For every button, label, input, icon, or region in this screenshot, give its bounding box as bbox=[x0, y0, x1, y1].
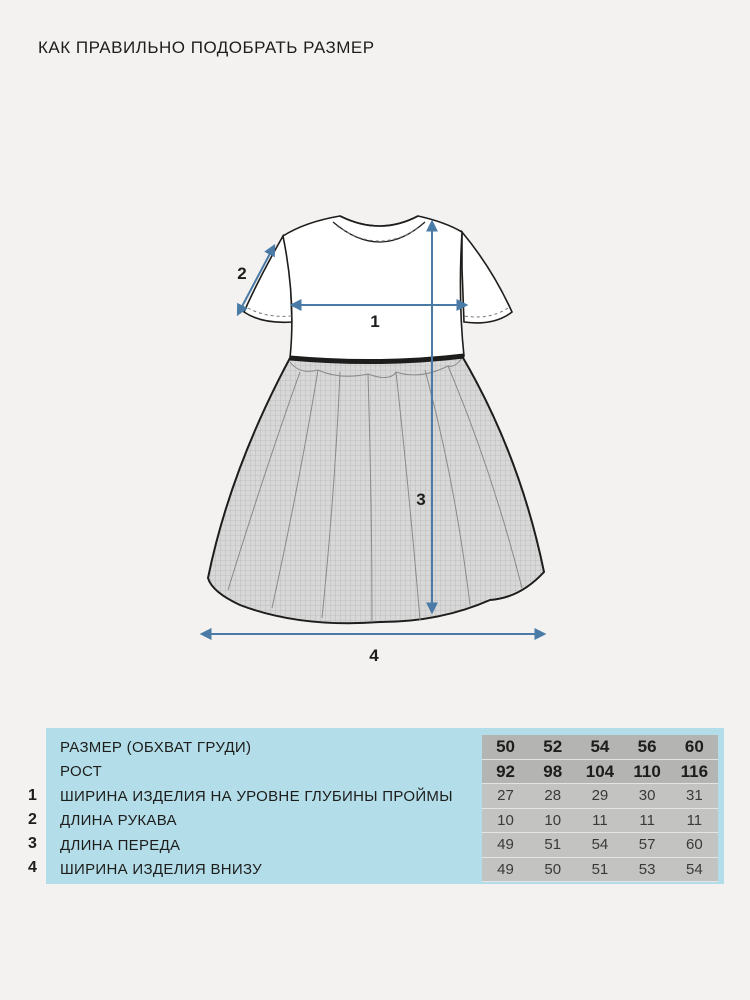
size-table bbox=[56, 735, 718, 882]
cell-value: 29 bbox=[576, 784, 623, 809]
page-title: КАК ПРАВИЛЬНО ПОДОБРАТЬ РАЗМЕР bbox=[38, 38, 375, 57]
row-label: ДЛИНА ПЕРЕДА bbox=[60, 836, 181, 854]
measure-label-2: 2 bbox=[237, 264, 247, 283]
cell-value: 11 bbox=[671, 809, 718, 834]
cell-value: 51 bbox=[529, 833, 576, 858]
height-value: 104 bbox=[576, 760, 623, 785]
cell-value: 27 bbox=[482, 784, 529, 809]
measure-label-4: 4 bbox=[369, 646, 379, 665]
size-value: 52 bbox=[529, 735, 576, 760]
row-number: 4 bbox=[28, 859, 37, 876]
dress-right-sleeve bbox=[462, 232, 512, 323]
row-label: ШИРИНА ИЗДЕЛИЯ НА УРОВНЕ ГЛУБИНЫ ПРОЙМЫ bbox=[60, 787, 453, 805]
cell-value: 60 bbox=[671, 833, 718, 858]
table-row bbox=[56, 833, 718, 858]
cell-value: 51 bbox=[576, 858, 623, 883]
row-label: ДЛИНА РУКАВА bbox=[60, 812, 177, 829]
row-number: 3 bbox=[28, 835, 37, 852]
cell-value: 53 bbox=[624, 858, 671, 883]
table-row-size bbox=[56, 735, 718, 760]
cell-value: 31 bbox=[671, 784, 718, 809]
cell-value: 49 bbox=[482, 858, 529, 883]
row-number: 1 bbox=[28, 787, 37, 804]
table-row-height bbox=[56, 760, 718, 785]
table-row bbox=[56, 809, 718, 834]
measure-label-1: 1 bbox=[370, 312, 380, 331]
cell-value: 54 bbox=[671, 858, 718, 883]
height-value: 110 bbox=[624, 760, 671, 785]
size-value: 54 bbox=[576, 735, 623, 760]
cell-value: 30 bbox=[624, 784, 671, 809]
size-value: 50 bbox=[482, 735, 529, 760]
row-number: 2 bbox=[28, 811, 37, 828]
measure-label-3: 3 bbox=[416, 490, 426, 509]
cell-value: 49 bbox=[482, 833, 529, 858]
size-value: 56 bbox=[624, 735, 671, 760]
row-label: РОСТ bbox=[60, 763, 103, 780]
size-value: 60 bbox=[671, 735, 718, 760]
cell-value: 28 bbox=[529, 784, 576, 809]
table-row bbox=[56, 784, 718, 809]
size-table-panel bbox=[46, 728, 724, 884]
row-label: РАЗМЕР (ОБХВАТ ГРУДИ) bbox=[60, 738, 252, 756]
cell-value: 57 bbox=[624, 833, 671, 858]
row-label: ШИРИНА ИЗДЕЛИЯ ВНИЗУ bbox=[60, 861, 262, 878]
cell-value: 50 bbox=[529, 858, 576, 883]
cell-value: 54 bbox=[576, 833, 623, 858]
dress-bodice bbox=[283, 216, 464, 362]
cell-value: 11 bbox=[576, 809, 623, 834]
cell-value: 11 bbox=[624, 809, 671, 834]
height-value: 116 bbox=[671, 760, 718, 785]
height-value: 92 bbox=[482, 760, 529, 785]
cell-value: 10 bbox=[529, 809, 576, 834]
height-value: 98 bbox=[529, 760, 576, 785]
table-row bbox=[56, 858, 718, 883]
cell-value: 10 bbox=[482, 809, 529, 834]
